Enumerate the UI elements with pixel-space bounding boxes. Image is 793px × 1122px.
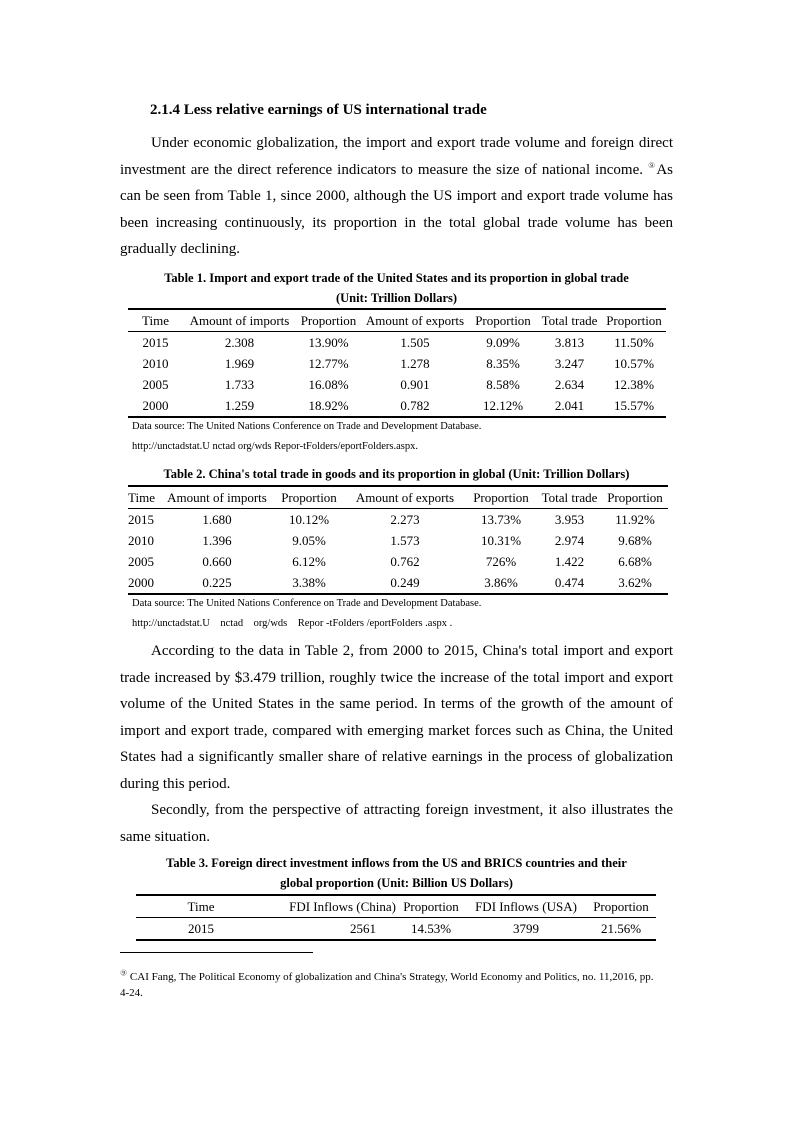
paragraph-intro-text-b: As can be seen from Table 1, since 2000, although the US import and export trade volume has been increasing continuously, its proportion in the total global trade volume has been gradually declining. — [120, 161, 674, 257]
table1-header-cell: Time — [128, 309, 183, 332]
table1-caption-line2: (Unit: Trillion Dollars) — [335, 291, 458, 305]
footnote-divider — [120, 952, 313, 953]
table1-source-link[interactable]: http://unctadstat.U nctad org/wds Repor-tFolders/eportFolders.aspx. — [132, 441, 418, 452]
table-cell: 2000 — [142, 397, 169, 413]
table3-header-cell: Proportion — [396, 895, 466, 918]
paragraph-analysis — [120, 638, 673, 797]
paragraph-intro — [120, 130, 673, 263]
table1-caption — [120, 268, 673, 308]
table1-header-cell: Amount of imports — [183, 309, 296, 332]
table-cell: 6.68% — [618, 553, 652, 569]
table-cell: 2005 — [128, 553, 154, 569]
table-cell: 10.12% — [288, 511, 330, 527]
table2-header-cell: Amount of imports — [161, 486, 273, 509]
table-cell: 2015 — [188, 920, 214, 936]
table-cell: 2005 — [142, 376, 169, 392]
table3-caption-line1: Table 3. Foreign direct investment inflows from the US and BRICS countries and their — [166, 856, 627, 870]
table-row — [128, 509, 668, 531]
table-cell: 726% — [485, 553, 517, 569]
table2-caption: Table 2. China's total trade in goods and its proportion in global (Unit: Trillion Dollars) — [163, 467, 630, 481]
table2-header-cell: Total trade — [537, 486, 602, 509]
section-heading: 2.1.4 Less relative earnings of US international trade — [150, 102, 487, 118]
footnote-mark: ⑨ — [647, 160, 657, 170]
table-cell: 10.31% — [480, 532, 522, 548]
table-cell: 9.05% — [292, 532, 326, 548]
table-cell: 1.969 — [224, 355, 255, 371]
table-cell: 2.041 — [554, 397, 585, 413]
table-cell: 12.12% — [482, 397, 524, 413]
table-cell: 15.57% — [613, 397, 655, 413]
table-cell: 3799 — [513, 920, 539, 936]
table-cell: 0.225 — [202, 574, 232, 590]
table2-source — [132, 594, 481, 634]
table-cell: 8.58% — [486, 376, 520, 392]
paragraph-fdi-text: Secondly, from the perspective of attracting foreign investment, it also illustrates the same situation. — [120, 802, 673, 845]
table-cell: 2561 — [350, 920, 376, 936]
table3-caption — [120, 853, 673, 893]
table1-source-line1: Data source: The United Nations Conference on Trade and Development Database. — [132, 421, 482, 432]
table-cell: 8.35% — [486, 355, 520, 371]
table-cell: 21.56% — [600, 920, 642, 936]
table-cell: 1.422 — [554, 553, 585, 569]
table-cell: 13.90% — [308, 334, 349, 350]
table-cell: 14.53% — [410, 920, 452, 936]
table1-header-cell: Proportion — [602, 309, 666, 332]
table2-source-line1: Data source: The United Nations Conference on Trade and Development Database. — [132, 598, 482, 609]
paragraph-intro-text-a: Under economic globalization, the import and export trade volume and foreign direct investment are the direct reference indicators to measure the size of national income. — [120, 135, 673, 178]
paragraph-analysis-text: According to the data in Table 2, from 2000 to 2015, China's total import and export trade increased by $3.479 trillion, roughly twice the increase of the total import and export volume of the United States in the same period. In terms of the growth of the amount of import and export trade, compared with emerging market forces such as China, the United States had a significantly smaller share of relative earnings in the process of globalization during this period. — [120, 643, 673, 792]
table-cell: 9.68% — [618, 532, 652, 548]
table2-header-cell: Proportion — [602, 486, 668, 509]
table-row — [128, 332, 666, 354]
table3-header-cell: Proportion — [586, 895, 656, 918]
table-cell: 6.12% — [292, 553, 326, 569]
table-cell: 0.782 — [400, 397, 430, 413]
footnote — [120, 969, 660, 1001]
table2-header-row — [128, 486, 668, 509]
table-cell: 11.50% — [614, 334, 654, 350]
table-cell: 12.38% — [613, 376, 655, 392]
table-cell: 2.634 — [554, 376, 585, 392]
table-cell: 2010 — [128, 532, 154, 548]
table-row — [128, 353, 666, 374]
table-cell: 2.974 — [554, 532, 585, 548]
table-cell: 1.680 — [202, 511, 232, 527]
table-cell: 2015 — [128, 511, 154, 527]
table-cell: 0.660 — [202, 553, 232, 569]
footnote-marker: ⑨ — [120, 968, 128, 978]
table-cell: 11.92% — [615, 511, 655, 527]
table3-header-cell: FDI Inflows (China) — [266, 895, 396, 918]
table-cell: 3.62% — [618, 574, 652, 590]
table1 — [128, 308, 666, 418]
table-row — [128, 374, 666, 395]
table3 — [136, 894, 656, 941]
paragraph-fdi — [120, 797, 673, 850]
table-cell: 1.259 — [224, 397, 255, 413]
table-cell: 0.762 — [390, 553, 420, 569]
table3-header-row — [136, 895, 656, 918]
table-cell: 0.249 — [390, 574, 420, 590]
table1-header-cell: Amount of exports — [361, 309, 469, 332]
table-cell: 13.73% — [480, 511, 522, 527]
table-cell: 3.247 — [554, 355, 585, 371]
table-row — [128, 551, 668, 572]
table1-header-cell: Proportion — [469, 309, 537, 332]
table-cell: 1.278 — [400, 355, 430, 371]
table1-header-cell: Proportion — [296, 309, 361, 332]
table-cell: 2000 — [128, 574, 154, 590]
table1-header-cell: Total trade — [537, 309, 602, 332]
table-row — [128, 572, 668, 594]
table-cell: 2015 — [142, 334, 169, 350]
table-row — [128, 530, 668, 551]
table2-header-cell: Proportion — [465, 486, 537, 509]
table-cell: 3.813 — [554, 334, 585, 350]
footnote-text: CAI Fang, The Political Economy of globalization and China's Strategy, World Economy and Politics, no. 11,2016, pp. 4-24. — [120, 971, 654, 999]
table-cell: 18.92% — [308, 397, 349, 413]
table-cell: 2010 — [142, 355, 169, 371]
table2-header-cell: Time — [128, 486, 161, 509]
table-cell: 1.505 — [400, 334, 430, 350]
table3-header-cell: Time — [136, 895, 266, 918]
table-cell: 16.08% — [308, 376, 349, 392]
table-cell: 0.474 — [554, 574, 585, 590]
table-cell: 1.573 — [390, 532, 420, 548]
table-row — [136, 918, 656, 941]
table2-header-cell: Proportion — [273, 486, 345, 509]
table-cell: 12.77% — [308, 355, 349, 371]
table1-header-row — [128, 309, 666, 332]
table3-caption-line2: global proportion (Unit: Billion US Dollars) — [280, 876, 513, 890]
table-cell: 9.09% — [486, 334, 520, 350]
table-cell: 10.57% — [613, 355, 655, 371]
table-cell: 2.273 — [390, 511, 420, 527]
table-cell: 3.953 — [554, 511, 585, 527]
table1-caption-line1: Table 1. Import and export trade of the United States and its proportion in global trade — [164, 271, 629, 285]
table-row — [128, 395, 666, 417]
table2-source-link[interactable]: http://unctadstat.U nctad org/wds Repor -tFolders /eportFolders .aspx . — [132, 618, 453, 629]
table-cell: 3.38% — [292, 574, 326, 590]
table2 — [128, 485, 668, 595]
table-cell: 2.308 — [224, 334, 255, 350]
table-cell: 3.86% — [484, 574, 518, 590]
table3-header-cell: FDI Inflows (USA) — [466, 895, 586, 918]
table-cell: 1.733 — [224, 376, 255, 392]
table1-source — [132, 417, 481, 457]
table-cell: 0.901 — [400, 376, 430, 392]
table-cell: 1.396 — [202, 532, 232, 548]
table2-header-cell: Amount of exports — [345, 486, 465, 509]
